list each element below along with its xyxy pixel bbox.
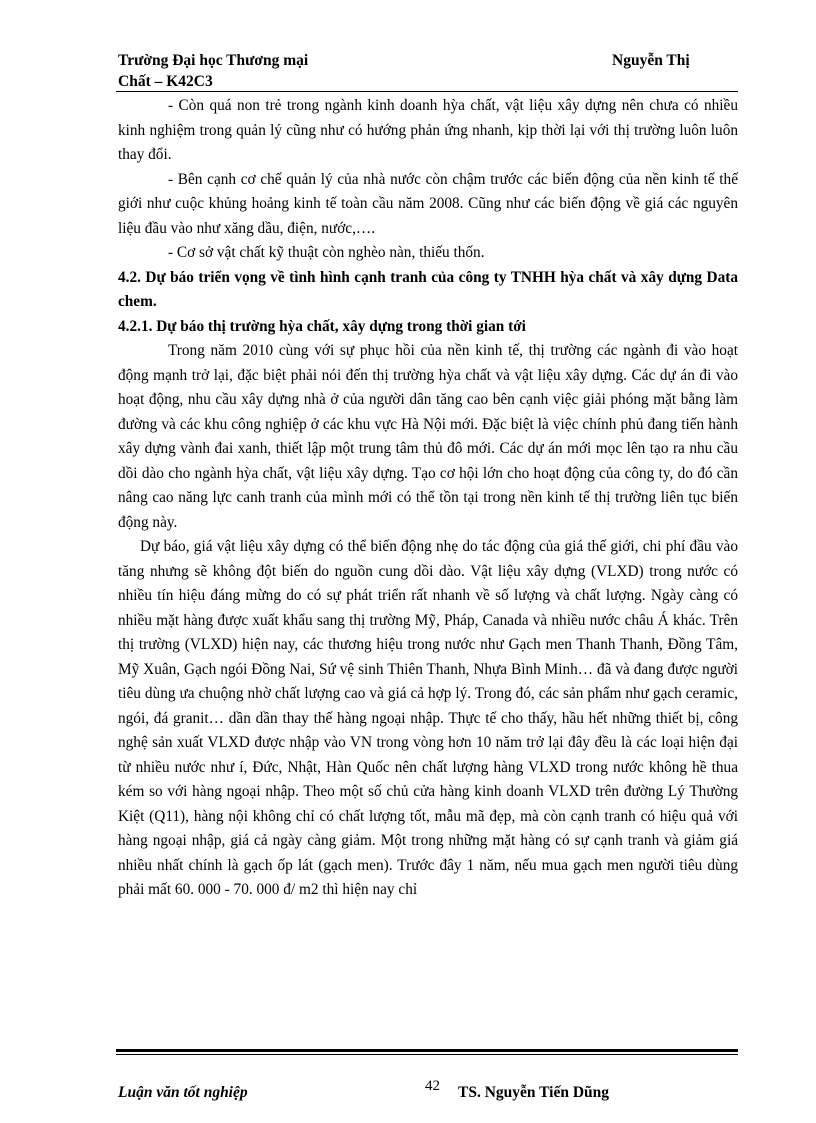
header-author: Nguyễn Thị [612, 52, 690, 69]
footer-thesis-label: Luận văn tốt nghiệp [118, 1084, 248, 1101]
footer-supervisor: TS. Nguyễn Tiến Dũng [458, 1084, 610, 1101]
paragraph-5: Dự báo, giá vật liệu xây dựng có thể biến động nhẹ do tác động của giá thế giới, chi phí đầu vào tăng nhưng sẽ không đột biến do nguồn cung dồi dào. Vật liệu xây dựng (VLXD) trong nước có nhiều tín hiệu đáng mừng do có sự phát triển rất nhanh về số lượng và chất lượng. Ngày càng có nhiều mặt hàng được xuất khẩu sang thị trường Mỹ, Pháp, Canada và nhiều nước châu Á khác. Trên thị trường (VLXD) hiện nay, các thương hiệu trong nước như Gạch men Thanh Thanh, Đồng Tâm, Mỹ Xuân, Gạch ngói Đồng Nai, Sứ vệ sinh Thiên Thanh, Nhựa Bình Minh… đã và đang được người tiêu dùng ưa chuộng nhờ chất lượng cao và giá cả hợp lý. Trong đó, các sản phẩm như gạch ceramic, ngói, đá granit… dần dần thay thế hàng ngoại nhập. Thực tế cho thấy, hầu hết những thiết bị, công nghệ sản xuất VLXD được nhập vào VN trong vòng hơn 10 năm trở lại đây đều là các loại hiện đại từ nhiều nước như í, Đức, Nhật, Hàn Quốc nên chất lượng hàng VLXD trong nước không hề thua kém so với hàng ngoại nhập. Theo một số chủ cửa hàng kinh doanh VLXD trên đường Lý Thường Kiệt (Q11), hàng nội không chỉ có chất lượng tốt, mẫu mã đẹp, mà còn cạnh tranh có hiệu quả với hàng ngoại nhập, giá cả ngày càng giảm. Một trong những mặt hàng có sự cạnh tranh và giảm giá nhiều nhất chính là gạch ốp lát (gạch men). Trước đây 1 năm, nếu mua gạch men người tiêu dùng phải mất 60. 000 - 70. 000 đ/ m2 thì hiện nay chỉ [118, 538, 738, 898]
header-left [118, 50, 308, 92]
page-body [118, 94, 738, 903]
subsection-heading-4-2-1: 4.2.1. Dự báo thị trường hỳa chất, xây dựng trong thời gian tới [118, 317, 526, 335]
paragraph-2: - Bên cạnh cơ chế quản lý của nhà nước còn chậm trước các biến động của nền kinh tế thế giới như cuộc khủng hoảng kinh tế toàn cầu năm 2008. Cũng như các biến động về giá các nguyên liệu đầu vào như xăng dầu, điện, nước,…. [118, 170, 738, 237]
paragraph-4: Trong năm 2010 cùng với sự phục hồi của nền kinh tế, thị trường các ngành đi vào hoạt động mạnh trở lại, đặc biệt phải nói đến thị trường hỳa chất và vật liệu xây dựng. Các dự án đi vào hoạt động, nhu cầu xây dựng nhà ở của người dân tăng cao bên cạnh việc giải phóng mặt bằng làm đường và các khu công nghiệp ở các khu vực Hà Nội mới. Đặc biệt là việc chính phủ đang tiến hành xây dựng vành đai xanh, thiết lập một trung tâm thủ đô mới. Các dự án mới mọc lên tạo ra nhu cầu dồi dào cho ngành hỳa chất, vật liệu xây dựng. Tạo cơ hội lớn cho hoạt động của công ty, do đó cần nâng cao năng lực canh tranh của mình mới có thể tồn tại trong nền kinh tế thị trường liên tục biến động này. [118, 342, 738, 531]
footer-rule-thick [116, 1049, 738, 1052]
section-heading-4-2: 4.2. Dự báo triển vọng về tình hình cạnh tranh của công ty TNHH hỳa chất và xây dựng Data chem. [118, 268, 738, 310]
header-rule [116, 91, 738, 92]
header-line2: Chất – K42C3 [118, 73, 213, 90]
paragraph-3: - Cơ sở vật chất kỹ thuật còn nghèo nàn, thiếu thốn. [168, 244, 485, 261]
paragraph-1: - Còn quá non trẻ trong ngành kinh doanh hỳa chất, vật liệu xây dựng nên chưa có nhiều kinh nghiệm trong quản lý cũng như có hướng phản ứng nhanh, kịp thời lại với thị trường luôn luôn thay đổi. [118, 97, 738, 163]
footer-rule-thin [116, 1054, 738, 1055]
page-number: 42 [425, 1078, 440, 1094]
header-school: Trường Đại học Thương mại [118, 52, 309, 69]
